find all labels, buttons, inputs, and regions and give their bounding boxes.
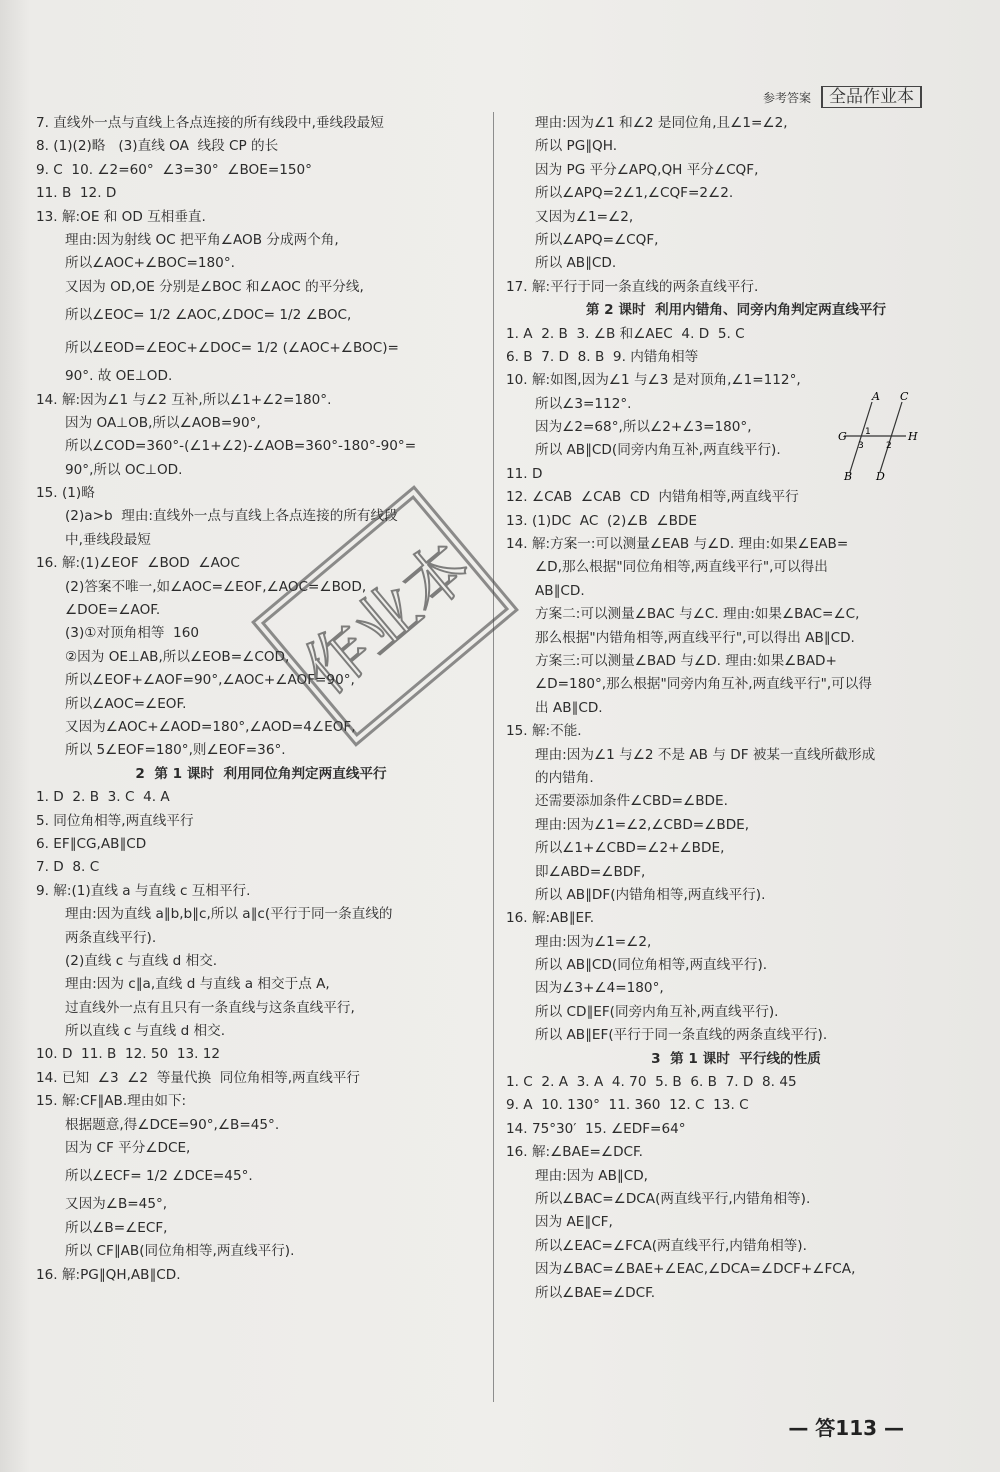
answer-line: 90°. 故 OE⊥OD. <box>65 368 173 385</box>
answer-line: 16. 解:(1)∠EOF ∠BOD ∠AOC <box>36 555 240 572</box>
answer-line: 所以∠BAE=∠DCF. <box>535 1284 656 1301</box>
section-heading: 第 2 课时 利用内错角、同旁内角判定两直线平行 <box>585 302 887 319</box>
answer-line: 两条直线平行). <box>65 929 157 946</box>
answer-line: 13. 解:OE 和 OD 互相垂直. <box>36 208 206 225</box>
answer-line: 14. 75°30′ 15. ∠EDF=64° <box>506 1120 686 1137</box>
label-D: D <box>876 470 885 482</box>
answer-line: 7. 直线外一点与直线上各点连接的所有线段中,垂线段最短 <box>36 115 384 131</box>
answer-line: 因为∠2=68°,所以∠2+∠3=180°, <box>535 419 752 436</box>
answer-line: 方案三:可以测量∠BAD 与∠D. 理由:如果∠BAD+ <box>535 652 837 669</box>
answer-line: (2)a>b 理由:直线外一点与直线上各点连接的所有线段 <box>65 508 398 525</box>
answer-line: (2)答案不唯一,如∠AOC=∠EOF,∠AOC=∠BOD, <box>65 578 367 595</box>
angle-3-label: 3 <box>858 441 864 451</box>
answer-line: 又因为∠1=∠2, <box>535 208 634 225</box>
answer-line: 又因为 OD,OE 分别是∠BOC 和∠AOC 的平分线, <box>65 278 364 295</box>
right-column <box>506 112 966 1305</box>
answer-line: ∠DOE=∠AOF. <box>65 602 161 619</box>
answer-line: 理由:因为直线 a∥b,b∥c,所以 a∥c(平行于同一条直线的 <box>65 906 393 923</box>
answer-line: 12. ∠CAB ∠CAB CD 内错角相等,两直线平行 <box>506 489 799 506</box>
answer-line: 理由:因为 c∥a,直线 d 与直线 a 相交于点 A, <box>65 976 330 993</box>
label-C: C <box>900 392 909 403</box>
answer-line: 9. C 10. ∠2=60° ∠3=30° ∠BOE=150° <box>36 161 312 178</box>
answer-line: 还需要添加条件∠CBD=∠BDE. <box>535 793 728 810</box>
answer-line: 17. 解:平行于同一条直线的两条直线平行. <box>506 278 759 295</box>
answer-line: 又因为∠B=45°, <box>65 1196 168 1213</box>
answer-line: 即∠ABD=∠BDF, <box>535 863 646 880</box>
answer-line: 理由:因为∠1 和∠2 是同位角,且∠1=∠2, <box>535 115 788 131</box>
column-divider <box>493 112 494 1402</box>
answer-line: 因为∠BAC=∠BAE+∠EAC,∠DCA=∠DCF+∠FCA, <box>535 1261 856 1278</box>
answer-line: 7. D 8. C <box>36 859 100 876</box>
answer-line: 15. (1)略 <box>36 485 95 502</box>
answer-line: 8. (1)(2)略 (3)直线 OA 线段 CP 的长 <box>36 138 279 155</box>
angle-2-label: 2 <box>886 441 892 451</box>
answer-line: 所以∠AOC+∠BOC=180°. <box>65 255 235 272</box>
answer-line: 所以 AB∥CD. <box>535 255 617 272</box>
answer-line: 10. 解:如图,因为∠1 与∠3 是对顶角,∠1=112°, <box>506 372 801 389</box>
label-H: H <box>908 430 918 443</box>
answer-line: 所以∠EOD=∠EOC+∠DOC= 1/2 (∠AOC+∠BOC)= <box>65 340 399 357</box>
answer-line: 所以∠1+∠CBD=∠2+∠BDE, <box>535 840 725 857</box>
answer-line: 所以∠3=112°. <box>535 395 632 412</box>
answer-line: 所以 5∠EOF=180°,则∠EOF=36°. <box>65 742 286 759</box>
answer-line: (3)①对顶角相等 160 <box>65 625 199 642</box>
answer-line: 5. 同位角相等,两直线平行 <box>36 812 194 829</box>
angle-1-label: 1 <box>865 427 871 437</box>
answer-line: 90°,所以 OC⊥OD. <box>65 461 183 478</box>
answer-line: 因为 PG 平分∠APQ,QH 平分∠CQF, <box>535 161 759 178</box>
answer-line: 14. 解:方案一:可以测量∠EAB 与∠D. 理由:如果∠EAB= <box>506 536 849 553</box>
page-header <box>763 86 922 108</box>
answer-line: 所以∠EOF+∠AOF=90°,∠AOC+∠AOF=90°, <box>65 672 355 689</box>
header-label: 参考答案 <box>762 90 811 105</box>
label-A: A <box>872 392 880 403</box>
answer-line: 那么根据"内错角相等,两直线平行",可以得出 AB∥CD. <box>535 629 855 646</box>
answer-line: 11. B 12. D <box>36 185 117 202</box>
answer-line: 所以 PG∥QH. <box>535 138 618 155</box>
answer-line: 所以 AB∥EF(平行于同一条直线的两条直线平行). <box>535 1027 828 1044</box>
section-heading: 2 第 1 课时 利用同位角判定两直线平行 <box>135 765 387 782</box>
answer-line: 9. 解:(1)直线 a 与直线 c 互相平行. <box>36 882 251 899</box>
answer-line: 所以∠EOC= 1/2 ∠AOC,∠DOC= 1/2 ∠BOC, <box>65 307 352 324</box>
answer-line: 所以∠AOC=∠EOF. <box>65 695 187 712</box>
left-column <box>36 112 486 1287</box>
answer-line: 又因为∠AOC+∠AOD=180°,∠AOD=4∠EOF, <box>65 718 356 735</box>
answer-line: 所以 AB∥CD(同位角相等,两直线平行). <box>535 957 768 974</box>
answer-line: 理由:因为∠1 与∠2 不是 AB 与 DF 被某一直线所截形成 <box>535 746 876 763</box>
answer-line: ②因为 OE⊥AB,所以∠EOB=∠COD, <box>65 648 290 665</box>
answer-line: 因为 AE∥CF, <box>535 1214 613 1231</box>
answer-line: 理由:因为∠1=∠2, <box>535 933 652 950</box>
answer-line: 所以 CF∥AB(同位角相等,两直线平行). <box>65 1243 295 1260</box>
answer-line: 所以∠BAC=∠DCA(两直线平行,内错角相等). <box>535 1190 811 1207</box>
label-B: B <box>844 470 853 482</box>
answer-line: 根据题意,得∠DCE=90°,∠B=45°. <box>65 1116 280 1133</box>
page-number: — 答113 — <box>788 1416 904 1440</box>
answer-line: 所以 AB∥CD(同旁内角互补,两直线平行). <box>535 442 781 459</box>
section-heading: 3 第 1 课时 平行线的性质 <box>651 1050 821 1067</box>
answer-line: 1. A 2. B 3. ∠B 和∠AEC 4. D 5. C <box>506 325 745 342</box>
stamp-text: 作业本 <box>290 529 485 710</box>
answer-line: ∠D,那么根据"同位角相等,两直线平行",可以得出 <box>535 559 828 576</box>
answer-line: 过直线外一点有且只有一条直线与这条直线平行, <box>65 999 355 1016</box>
answer-line: 15. 解:CF∥AB.理由如下: <box>36 1093 187 1110</box>
answer-line: 14. 解:因为∠1 与∠2 互补,所以∠1+∠2=180°. <box>36 391 332 408</box>
answer-line: 6. EF∥CG,AB∥CD <box>36 835 147 852</box>
answer-line: 因为 OA⊥OB,所以∠AOB=90°, <box>65 414 261 431</box>
answer-line: 出 AB∥CD. <box>535 699 603 716</box>
answer-line: 所以 CD∥EF(同旁内角互补,两直线平行). <box>535 1003 779 1020</box>
answer-line: 方案二:可以测量∠BAC 与∠C. 理由:如果∠BAC=∠C, <box>535 606 860 623</box>
answer-line: 6. B 7. D 8. B 9. 内错角相等 <box>506 348 699 365</box>
answer-line: 所以∠EAC=∠FCA(两直线平行,内错角相等). <box>535 1237 807 1254</box>
answer-line: 所以∠APQ=2∠1,∠CQF=2∠2. <box>535 185 734 202</box>
answer-line: 所以 AB∥DF(内错角相等,两直线平行). <box>535 886 766 903</box>
answer-line: 所以∠APQ=∠CQF, <box>535 231 659 248</box>
answer-line: 15. 解:不能. <box>506 723 582 740</box>
answer-line: 所以∠B=∠ECF, <box>65 1219 168 1236</box>
answer-line: 16. 解:∠BAE=∠DCF. <box>506 1144 644 1161</box>
label-G: G <box>838 430 847 443</box>
answer-line: 因为 CF 平分∠DCE, <box>65 1140 191 1157</box>
answer-line: 10. D 11. B 12. 50 13. 12 <box>36 1046 221 1063</box>
answer-line: 中,垂线段最短 <box>65 531 151 548</box>
answer-line: 所以直线 c 与直线 d 相交. <box>65 1023 226 1040</box>
answer-line: 理由:因为∠1=∠2,∠CBD=∠BDE, <box>535 816 750 833</box>
answer-line: 所以∠ECF= 1/2 ∠DCE=45°. <box>65 1168 253 1185</box>
answer-line: 理由:因为射线 OC 把平角∠AOB 分成两个角, <box>65 231 339 248</box>
answer-line: 1. D 2. B 3. C 4. A <box>36 789 170 806</box>
answer-line: 的内错角. <box>535 769 594 786</box>
parallel-lines-figure <box>836 392 920 482</box>
answer-line: 1. C 2. A 3. A 4. 70 5. B 6. B 7. D 8. 45 <box>506 1074 797 1091</box>
answer-line: 11. D <box>506 465 543 482</box>
answer-line: 理由:因为 AB∥CD, <box>535 1167 648 1184</box>
answer-line: 因为∠3+∠4=180°, <box>535 980 664 997</box>
answer-line: 14. 已知 ∠3 ∠2 等量代换 同位角相等,两直线平行 <box>36 1069 360 1086</box>
answer-line: 9. A 10. 130° 11. 360 12. C 13. C <box>506 1097 749 1114</box>
answer-line: (2)直线 c 与直线 d 相交. <box>65 952 218 969</box>
answer-line: 16. 解:AB∥EF. <box>506 910 595 927</box>
answer-line: 13. (1)DC AC (2)∠B ∠BDE <box>506 512 697 529</box>
answer-line: ∠D=180°,那么根据"同旁内角互补,两直线平行",可以得 <box>535 676 872 693</box>
answer-line: 16. 解:PG∥QH,AB∥CD. <box>36 1266 181 1283</box>
answer-line: AB∥CD. <box>535 582 585 599</box>
brand-title: 全品作业本 <box>821 86 922 108</box>
answer-line: 所以∠COD=360°-(∠1+∠2)-∠AOB=360°-180°-90°= <box>65 438 417 455</box>
